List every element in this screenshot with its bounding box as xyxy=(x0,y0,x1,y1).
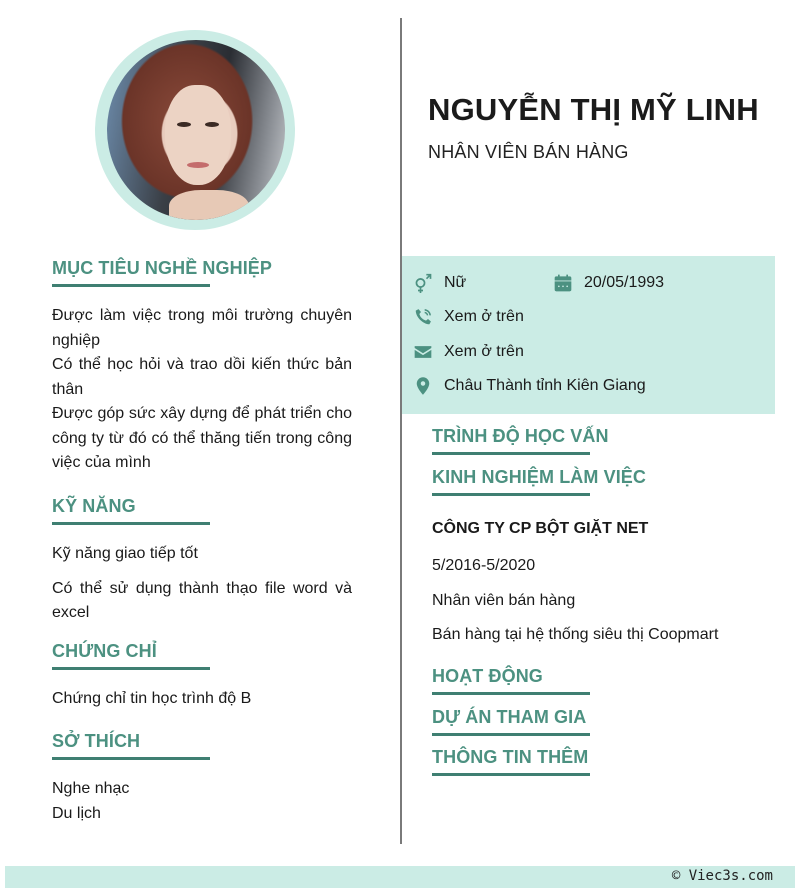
hobby-item: Nghe nhạc xyxy=(52,780,130,797)
map-marker-icon xyxy=(413,376,433,396)
hobbies-section xyxy=(52,731,352,826)
section-title-projects: DỰ ÁN THAM GIA xyxy=(432,707,590,736)
phone-icon xyxy=(413,307,433,327)
hobby-item: Du lịch xyxy=(52,804,101,822)
objective-section xyxy=(52,258,352,476)
experience-section xyxy=(432,467,647,496)
section-title-additional: THÔNG TIN THÊM xyxy=(432,747,590,776)
experience-position: Nhân viên bán hàng xyxy=(432,592,576,609)
skills-section xyxy=(52,496,352,626)
additional-info-section xyxy=(432,747,590,776)
activities-section xyxy=(432,666,590,695)
copyright-text: © Viec3s.com xyxy=(671,868,773,884)
contact-address xyxy=(413,376,646,396)
skill-item: Kỹ năng giao tiếp tốt xyxy=(52,545,198,562)
profile-photo xyxy=(107,40,285,220)
contact-email xyxy=(413,342,524,362)
section-title-activities: HOẠT ĐỘNG xyxy=(432,666,590,695)
section-title-skills: KỸ NĂNG xyxy=(52,496,210,525)
phone-value: Xem ở trên xyxy=(444,308,524,325)
calendar-icon xyxy=(553,273,573,293)
section-title-education: TRÌNH ĐỘ HỌC VẤN xyxy=(432,426,590,455)
skill-item: Có thể sử dụng thành thạo file word và excel xyxy=(52,579,352,621)
certificates-section xyxy=(52,641,352,712)
experience-company: CÔNG TY CP BỘT GIẶT NET xyxy=(432,520,649,537)
address-value: Châu Thành tỉnh Kiên Giang xyxy=(444,377,646,394)
certificate-item: Chứng chỉ tin học trình độ B xyxy=(52,690,252,707)
contact-panel xyxy=(402,256,775,414)
objective-text xyxy=(52,304,352,476)
avatar xyxy=(95,30,295,230)
column-divider xyxy=(400,18,402,844)
footer-bar xyxy=(5,866,795,888)
objective-line: Có thể học hỏi và trao dồi kiến thức bản thân xyxy=(52,356,352,398)
section-title-objective: MỤC TIÊU NGHỀ NGHIỆP xyxy=(52,258,210,287)
email-value: Xem ở trên xyxy=(444,343,524,360)
contact-gender xyxy=(413,273,466,293)
candidate-name: NGUYỄN THỊ MỸ LINH xyxy=(428,92,759,127)
gender-value: Nữ xyxy=(444,274,467,291)
education-section xyxy=(432,426,609,455)
contact-birthday xyxy=(553,273,664,293)
envelope-icon xyxy=(413,342,433,362)
section-title-hobbies: SỞ THÍCH xyxy=(52,731,210,760)
experience-description: Bán hàng tại hệ thống siêu thị Coopmart xyxy=(432,626,719,643)
section-title-experience: KINH NGHIỆM LÀM VIỆC xyxy=(432,467,590,496)
contact-phone xyxy=(413,307,524,327)
objective-line: Được làm việc trong môi trường chuyên nghiệp xyxy=(52,307,352,349)
section-title-certificates: CHỨNG CHỈ xyxy=(52,641,210,670)
gender-icon xyxy=(413,273,433,293)
birthday-value: 20/05/1993 xyxy=(584,274,665,291)
experience-period: 5/2016-5/2020 xyxy=(432,557,536,574)
objective-line: Được góp sức xây dựng để phát triển cho công ty từ đó có thể thăng tiến trong công việc của mình xyxy=(52,405,352,471)
candidate-title: NHÂN VIÊN BÁN HÀNG xyxy=(428,142,629,162)
projects-section xyxy=(432,707,590,736)
